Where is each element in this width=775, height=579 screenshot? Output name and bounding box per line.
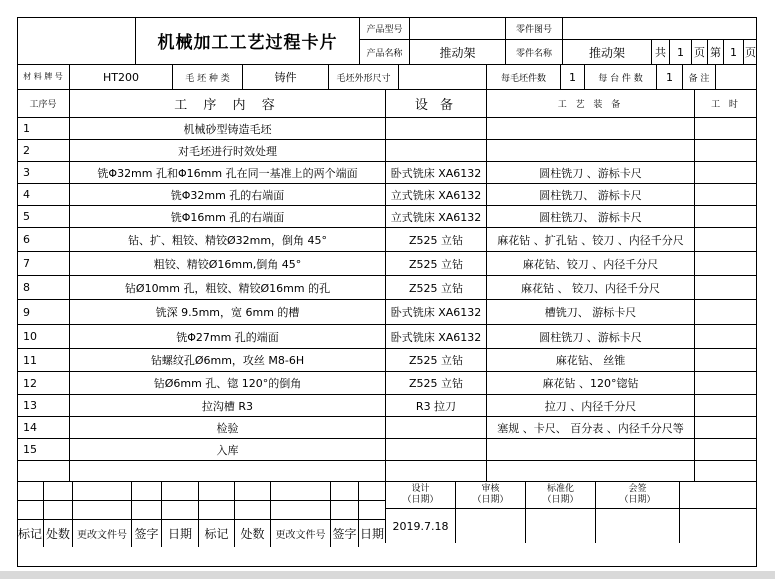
- revision-blank-cell: [358, 500, 385, 519]
- row-step-no: 2: [17, 139, 69, 161]
- row-time: [694, 460, 757, 481]
- row-equipment: 立式铣床 XA6132: [385, 183, 486, 205]
- revision-blank-cell: [131, 500, 161, 519]
- row-content: 拉沟槽 R3: [69, 394, 385, 416]
- row-time: [694, 416, 757, 438]
- revision-blank-cell: [17, 500, 43, 519]
- countersign-label: 会签: [628, 483, 647, 494]
- revision-blank-cell: [72, 481, 131, 500]
- row-time: [694, 117, 757, 139]
- row-content: 粗铰、精铰Ø16mm,倒角 45°: [69, 251, 385, 275]
- product-name-label: 产品名称: [359, 40, 409, 64]
- row-content: 铣深 9.5mm，宽 6mm 的槽: [69, 299, 385, 324]
- revision-blank-cell: [43, 500, 72, 519]
- row-time: [694, 299, 757, 324]
- remarks-value: [715, 64, 757, 89]
- row-tooling: 麻花钻 、120°锪钻: [486, 371, 694, 394]
- row-content: 机械砂型铸造毛坯: [69, 117, 385, 139]
- row-time: [694, 371, 757, 394]
- row-time: [694, 324, 757, 348]
- col-content: 工 序 内 容: [69, 89, 385, 117]
- design-date: （日期）: [402, 494, 439, 505]
- row-equipment: 卧式铣床 XA6132: [385, 299, 486, 324]
- part-drawing-no-label: 零件图号: [505, 17, 562, 40]
- extra-date-value: [679, 509, 757, 543]
- row-tooling: [486, 139, 694, 161]
- design-date-value: 2019.7.18: [385, 509, 455, 543]
- revision-blank-cell: [198, 481, 234, 500]
- revision-blank-cell: [161, 481, 198, 500]
- design-cell: [385, 481, 455, 509]
- row-step-no: 3: [17, 161, 69, 183]
- revision-blank-cell: [43, 481, 72, 500]
- row-tooling: [486, 117, 694, 139]
- blank-type-label: 毛 坯 种 类: [172, 64, 242, 89]
- row-content: 钻Ø10mm 孔，粗铰、精铰Ø16mm 的孔: [69, 275, 385, 299]
- row-content: 钻、扩、粗铰、精铰Ø32mm，倒角 45°: [69, 227, 385, 251]
- row-time: [694, 183, 757, 205]
- revision-blank-cell: [234, 481, 270, 500]
- review-date: （日期）: [472, 494, 509, 505]
- row-equipment: Z525 立钻: [385, 371, 486, 394]
- row-equipment: Z525 立钻: [385, 227, 486, 251]
- revision-blank-cell: [270, 500, 330, 519]
- blank-size-label: 毛坯外形尺寸: [328, 64, 398, 89]
- col-step-no: 工序号: [17, 89, 69, 117]
- row-time: [694, 394, 757, 416]
- product-model-label: 产品型号: [359, 17, 409, 40]
- blank-size-value: [398, 64, 486, 89]
- sheet-no: 1: [723, 40, 743, 64]
- row-step-no: 15: [17, 438, 69, 460]
- row-time: [694, 205, 757, 227]
- row-equipment: 立式铣床 XA6132: [385, 205, 486, 227]
- revision-label: 标记: [17, 519, 43, 547]
- row-equipment: [385, 416, 486, 438]
- row-content: 钻螺纹孔Ø6mm，攻丝 M8-6H: [69, 348, 385, 371]
- row-time: [694, 161, 757, 183]
- row-time: [694, 348, 757, 371]
- row-equipment: Z525 立钻: [385, 348, 486, 371]
- row-content: 对毛坯进行时效处理: [69, 139, 385, 161]
- revision-blank-cell: [330, 481, 358, 500]
- revision-blank-cell: [131, 481, 161, 500]
- countersign-cell: [595, 481, 679, 509]
- row-time: [694, 438, 757, 460]
- material-label: [17, 64, 69, 89]
- revision-label: 签字: [131, 519, 161, 547]
- row-content: 铣Φ32mm 孔的右端面: [69, 183, 385, 205]
- row-step-no: 5: [17, 205, 69, 227]
- revision-label: 日期: [161, 519, 198, 547]
- row-time: [694, 251, 757, 275]
- row-tooling: 拉刀 、内径千分尺: [486, 394, 694, 416]
- row-equipment: R3 拉刀: [385, 394, 486, 416]
- part-name-label: 零件名称: [505, 40, 562, 64]
- row-content: 入库: [69, 438, 385, 460]
- revision-label: 日期: [358, 519, 385, 547]
- page-unit-2: 页: [743, 40, 757, 64]
- row-step-no: 4: [17, 183, 69, 205]
- row-equipment: [385, 117, 486, 139]
- row-time: [694, 275, 757, 299]
- row-tooling: 塞规 、卡尺、 百分表 、内径千分尺等: [486, 416, 694, 438]
- review-date-value: [455, 509, 525, 543]
- per-blank-value: 1: [560, 64, 584, 89]
- row-tooling: 麻花钻、铰刀 、内径千分尺: [486, 251, 694, 275]
- row-tooling: 麻花钻 、扩孔钻 、铰刀 、内径千分尺: [486, 227, 694, 251]
- countersign-date-value: [595, 509, 679, 543]
- revision-label: 签字: [330, 519, 358, 547]
- row-content: 铣Φ16mm 孔的右端面: [69, 205, 385, 227]
- row-tooling: 槽铣刀、 游标卡尺: [486, 299, 694, 324]
- material-value: HT200: [69, 64, 172, 89]
- total-pages: 1: [669, 40, 691, 64]
- standard-label: 标准化: [546, 483, 574, 494]
- card-title: 机械加工工艺过程卡片: [135, 17, 359, 64]
- row-step-no: [17, 460, 69, 481]
- row-time: [694, 227, 757, 251]
- page-unit-1: 页: [691, 40, 707, 64]
- per-blank-label: 每毛坯件数: [486, 64, 560, 89]
- row-equipment: Z525 立钻: [385, 251, 486, 275]
- row-step-no: 10: [17, 324, 69, 348]
- col-time: 工 时: [694, 89, 757, 117]
- revision-label: 更改文件号: [72, 519, 131, 547]
- product-model-value: [409, 17, 505, 40]
- revision-label: 处数: [43, 519, 72, 547]
- row-tooling: 圆柱铣刀、 游标卡尺: [486, 205, 694, 227]
- row-tooling: 圆柱铣刀 、游标卡尺: [486, 161, 694, 183]
- revision-blank-cell: [161, 500, 198, 519]
- row-content: 铣Φ27mm 孔的端面: [69, 324, 385, 348]
- row-step-no: 1: [17, 117, 69, 139]
- revision-blank-cell: [17, 481, 43, 500]
- row-content: 铣Φ32mm 孔和Φ16mm 孔在同一基准上的两个端面: [69, 161, 385, 183]
- bottom-strip: [0, 571, 775, 579]
- revision-blank-cell: [72, 500, 131, 519]
- row-step-no: 12: [17, 371, 69, 394]
- row-content: 钻Ø6mm 孔、锪 120°的倒角: [69, 371, 385, 394]
- row-tooling: [486, 460, 694, 481]
- row-content: 检验: [69, 416, 385, 438]
- row-equipment: 卧式铣床 XA6132: [385, 161, 486, 183]
- revision-blank-cell: [270, 481, 330, 500]
- row-step-no: 8: [17, 275, 69, 299]
- row-equipment: 卧式铣床 XA6132: [385, 324, 486, 348]
- row-tooling: 圆柱铣刀、 游标卡尺: [486, 183, 694, 205]
- revision-blank-cell: [330, 500, 358, 519]
- per-unit-label: 每 台 件 数: [584, 64, 656, 89]
- row-step-no: 13: [17, 394, 69, 416]
- material-label-text: 材 料 牌 号: [23, 72, 63, 81]
- row-step-no: 6: [17, 227, 69, 251]
- row-tooling: 麻花钻、 丝锥: [486, 348, 694, 371]
- row-equipment: [385, 139, 486, 161]
- remarks-label: 备 注: [682, 64, 715, 89]
- revision-blank-cell: [358, 481, 385, 500]
- standard-date-value: [525, 509, 595, 543]
- row-tooling: [486, 438, 694, 460]
- per-unit-value: 1: [656, 64, 682, 89]
- standard-date: （日期）: [542, 494, 579, 505]
- standard-cell: [525, 481, 595, 509]
- row-equipment: [385, 460, 486, 481]
- sig-empty-cell: [679, 481, 757, 509]
- row-equipment: [385, 438, 486, 460]
- total-label: 共: [651, 40, 669, 64]
- row-tooling: 麻花钻 、 铰刀、内径千分尺: [486, 275, 694, 299]
- row-time: [694, 139, 757, 161]
- revision-blank-cell: [234, 500, 270, 519]
- review-cell: [455, 481, 525, 509]
- revision-label: 标记: [198, 519, 234, 547]
- row-content: [69, 460, 385, 481]
- col-tooling: 工 艺 装 备: [486, 89, 694, 117]
- revision-blank-cell: [198, 500, 234, 519]
- row-step-no: 14: [17, 416, 69, 438]
- row-tooling: 圆柱铣刀 、游标卡尺: [486, 324, 694, 348]
- revision-label: 处数: [234, 519, 270, 547]
- row-step-no: 7: [17, 251, 69, 275]
- revision-label: 更改文件号: [270, 519, 330, 547]
- row-step-no: 9: [17, 299, 69, 324]
- review-label: 审核: [481, 483, 500, 494]
- design-label: 设计: [411, 483, 430, 494]
- product-name-value: 推动架: [409, 40, 505, 64]
- col-equipment: 设 备: [385, 89, 486, 117]
- part-name-value: 推动架: [562, 40, 651, 64]
- blank-type-value: 铸件: [242, 64, 328, 89]
- countersign-date: （日期）: [619, 494, 656, 505]
- part-drawing-no-value: [562, 17, 757, 40]
- sheet-label: 第: [707, 40, 723, 64]
- row-step-no: 11: [17, 348, 69, 371]
- row-equipment: Z525 立钻: [385, 275, 486, 299]
